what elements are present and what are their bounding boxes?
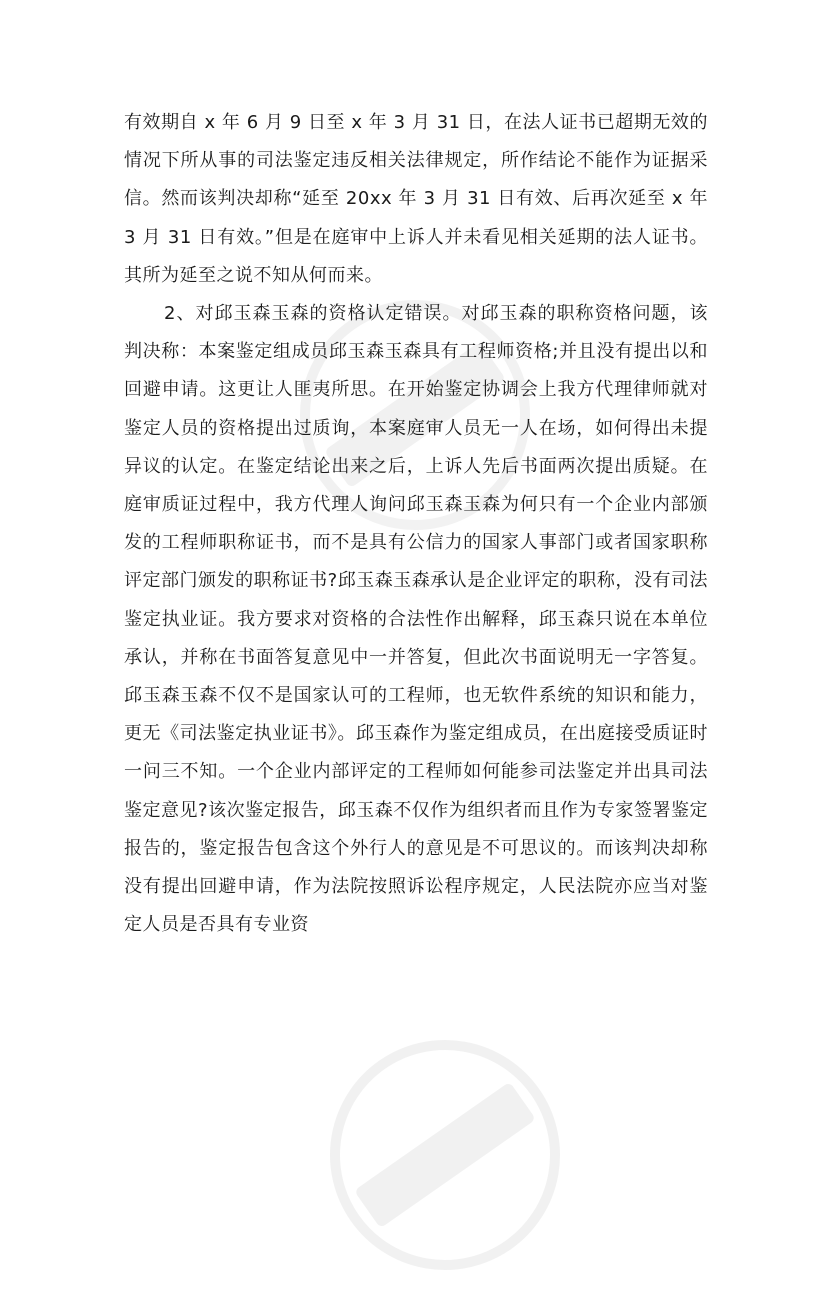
watermark-band	[354, 1082, 536, 1229]
watermark-seal	[285, 995, 605, 1315]
paragraph-1: 有效期自 x 年 6 月 9 日至 x 年 3 月 31 日，在法人证书已超期无效的情况下所从事的司法鉴定违反相关法律规定，所作结论不能作为证据采信。然而该判决却称“延至 20xx 年 3 月 31 日有效、后再次延至 x 年 3 月 31 日有效。”但是在庭审中上诉人并未看见相关延期的法人证书。其所为延至之说不知从何而来。	[124, 112, 708, 286]
paragraph-2: 2、对邱玉森玉森的资格认定错误。对邱玉森的职称资格问题，该判决称：本案鉴定组成员邱玉森玉森具有工程师资格;并且没有提出以和回避申请。这更让人匪夷所思。在开始鉴定协调会上我方代理律师就对鉴定人员的资格提出过质询，本案庭审人员无一人在场，如何得出未提异议的认定。在鉴定结论出来之后，上诉人先后书面两次提出质疑。在庭审质证过程中，我方代理人询问邱玉森玉森为何只有一个企业内部颁发的工程师职称证书，而不是具有公信力的国家人事部门或者国家职称评定部门颁发的职称证书?邱玉森玉森承认是企业评定的职称，没有司法鉴定执业证。我方要求对资格的合法性作出解释，邱玉森只说在本单位承认，并称在书面答复意见中一并答复，但此次书面说明无一字答复。邱玉森玉森不仅不是国家认可的工程师，也无软件系统的知识和能力，更无《司法鉴定执业证书》。邱玉森作为鉴定组成员，在出庭接受质证时一问三不知。一个企业内部评定的工程师如何能参司法鉴定并出具司法鉴定意见?该次鉴定报告，邱玉森不仅作为组织者而且作为专家签署鉴定报告的，鉴定报告包含这个外行人的意见是不可思议的。而该判决却称没有提出回避申请，作为法院按照诉讼程序规定，人民法院亦应当对鉴定人员是否具有专业资	[124, 303, 708, 936]
watermark-ring	[285, 995, 605, 1315]
document-body	[124, 104, 708, 944]
